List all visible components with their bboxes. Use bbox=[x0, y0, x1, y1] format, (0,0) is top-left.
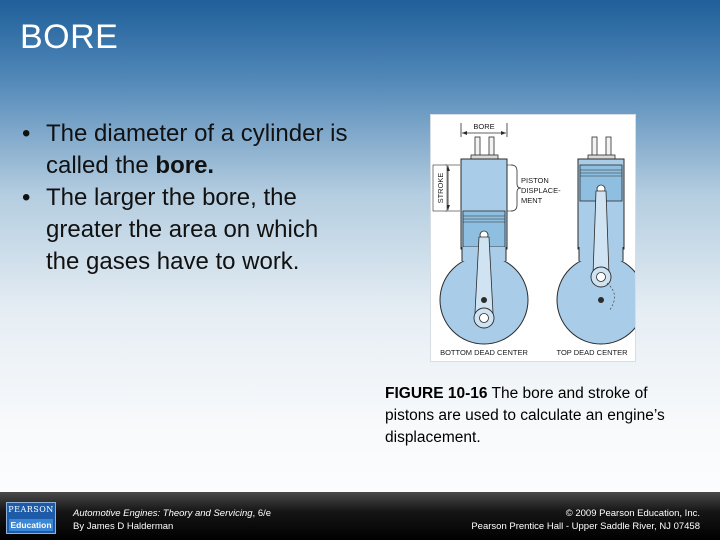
stroke-label: STROKE bbox=[436, 172, 445, 204]
bullet-item bbox=[18, 182, 358, 278]
figure-caption-label: FIGURE 10-16 bbox=[385, 385, 488, 402]
figure-caption bbox=[385, 383, 685, 449]
footer-book-info bbox=[73, 507, 271, 533]
footer-bar bbox=[0, 492, 720, 540]
piston-label-line3: MENT bbox=[521, 196, 543, 205]
tdc-label: TOP DEAD CENTER bbox=[556, 348, 628, 357]
bullet-item bbox=[18, 118, 358, 182]
book-author: By James D Halderman bbox=[73, 521, 174, 532]
engine-figure bbox=[430, 114, 636, 362]
crankshaft-center-icon bbox=[598, 297, 604, 303]
piston-label-line2: DISPLACE- bbox=[521, 186, 561, 195]
figure-caption-text: The bore and stroke of pistons are used to calculate an engine’s displacement. bbox=[385, 385, 665, 446]
displacement-bracket bbox=[511, 165, 521, 211]
book-title: Automotive Engines: Theory and Servicing bbox=[73, 508, 253, 519]
slide-title: BORE bbox=[20, 18, 119, 56]
piston-label-line1: PISTON bbox=[521, 176, 549, 185]
connecting-rod-icon bbox=[593, 191, 609, 275]
bullet-text: The larger the bore, the greater the area on which the gases have to work. bbox=[46, 184, 319, 275]
valve-stem-icon bbox=[606, 137, 611, 157]
footer-copyright bbox=[471, 507, 700, 533]
publisher-text: Pearson Prentice Hall - Upper Saddle River, NJ 07458 bbox=[471, 521, 700, 532]
bore-label: BORE bbox=[473, 122, 495, 131]
copyright-text: © 2009 Pearson Education, Inc. bbox=[565, 508, 700, 519]
bullet-text: The diameter of a cylinder is called the bbox=[46, 120, 348, 179]
bore-stroke-diagram bbox=[431, 115, 635, 361]
book-edition: , 6/e bbox=[252, 508, 272, 519]
valve-stem-icon bbox=[475, 137, 480, 157]
crankshaft-center-icon bbox=[481, 297, 487, 303]
bullet-list bbox=[18, 118, 358, 278]
logo-subtext: Education bbox=[10, 520, 52, 530]
valve-stem-icon bbox=[592, 137, 597, 157]
bullet-bold-term: bore. bbox=[155, 152, 215, 179]
valve-stem-icon bbox=[489, 137, 494, 157]
pearson-logo bbox=[6, 502, 56, 534]
logo-wordmark: PEARSON bbox=[8, 505, 54, 514]
bdc-label: BOTTOM DEAD CENTER bbox=[440, 348, 528, 357]
